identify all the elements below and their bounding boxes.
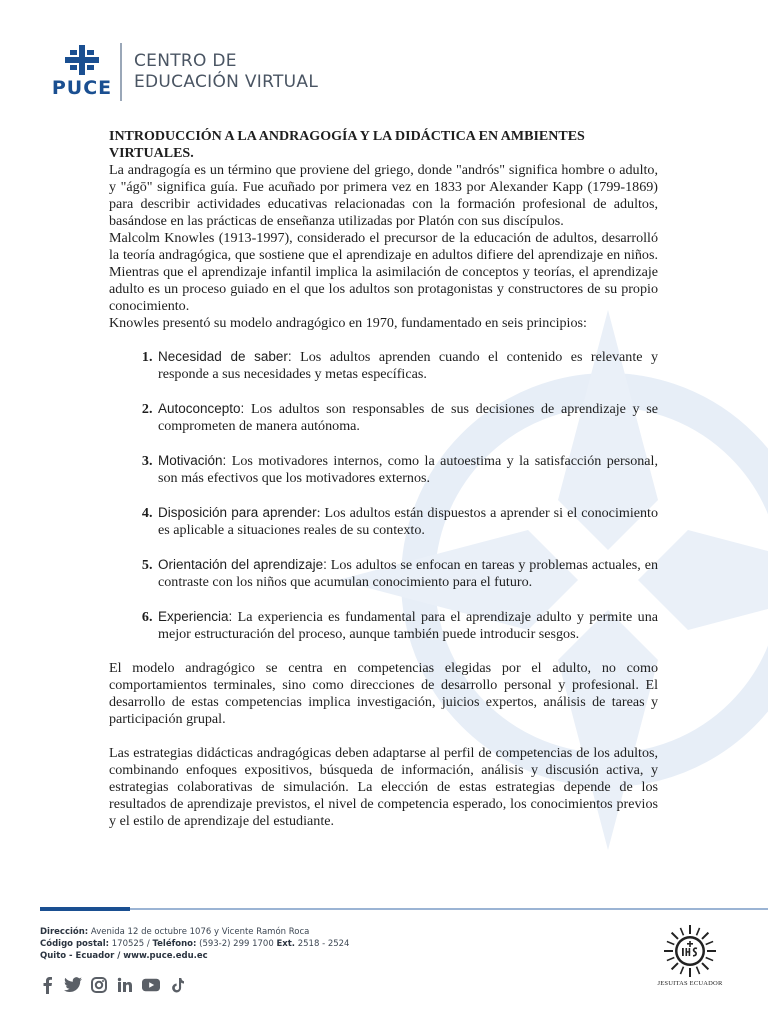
principle-desc: : Los adultos están dispuestos a aprender si el conocimiento es aplicable a situaciones reales de su contexto. (158, 505, 658, 538)
header-divider (120, 43, 122, 101)
principles-list (109, 348, 658, 643)
list-item (156, 348, 658, 383)
list-item (156, 556, 658, 591)
tiktok-icon[interactable] (168, 976, 186, 994)
paragraph-5: Las estrategias didácticas andragógicas deben adaptarse al perfil de competencias de los adultos, combinando enfoques expositivos, búsqueda de información, análisis y discusión activa, y estrategias colaborativas de simulación. La elección de estas estrategias depende de los resultados de aprendizaje previstos, el nivel de competencia esperado, los conocimientos previos y el estilo de aprendizaje del estudiante. (109, 745, 658, 829)
footer-divider-accent (40, 907, 130, 911)
paragraph-1: La andragogía es un término que proviene del griego, donde "andrós" significa hombre o adulto, y "ágō" significa guía. Fue acuñado por primera vez en 1833 por Alexander Kapp (1799-1869) para describir actividades educativas relacionadas con la formación profesional de adultos, basándose en las prácticas de enseñanza utilizadas por Platón con sus discípulos. (109, 162, 658, 229)
twitter-icon[interactable] (64, 976, 82, 994)
principle-desc: Los adultos aprenden cuando el contenido es relevante y responde a sus necesidades y metas específicas. (158, 349, 659, 382)
header-title-line2: EDUCACIÓN VIRTUAL (134, 72, 319, 92)
puce-cross-icon (62, 45, 102, 75)
instagram-icon[interactable] (90, 976, 108, 994)
document-title: INTRODUCCIÓN A LA ANDRAGOGÍA Y LA DIDÁCTICA EN AMBIENTES VIRTUALES. (109, 129, 585, 161)
paragraph-2: Malcolm Knowles (1913-1997), considerado el precursor de la educación de adultos, desarrolló la teoría andragógica, que sostiene que el aprendizaje en adultos difiere del aprendizaje en niños. Mientras que el aprendizaje infantil implica la asimilación de conceptos y teorías, el aprendizaje adulto es un proceso guiado en el que los adultos son protagonistas y constructores de su propio conocimiento. (109, 230, 658, 314)
header-title-line1: CENTRO DE (134, 51, 237, 71)
principle-desc: La experiencia es fundamental para el aprendizaje adulto y permite una mejor estructuración del proceso, aunque también puede introducir sesgos. (158, 609, 658, 642)
list-item (156, 504, 658, 539)
footer-contact (40, 926, 349, 962)
principle-term: Autoconcepto: (158, 401, 245, 416)
page-header (52, 40, 318, 104)
linkedin-icon[interactable] (116, 976, 134, 994)
list-item (156, 608, 658, 643)
jesuit-sun-icon (661, 924, 719, 978)
footer-phone: Código postal: 170525 / Teléfono: (593-2) 299 1700 Ext. 2518 - 2524 (40, 939, 350, 949)
puce-logo (52, 45, 112, 99)
list-item (156, 400, 658, 435)
paragraph-4: El modelo andragógico se centra en competencias elegidas por el adulto, no como comportamientos terminales, sino como direcciones de desarrollo personal y profesional. El desarrollo de estas competencias implica investigación, juicios expertos, análisis de tareas y participación grupal. (109, 660, 658, 727)
document-body (109, 128, 658, 830)
jesuitas-seal (654, 924, 726, 987)
principle-desc: Los adultos son responsables de sus decisiones de aprendizaje y se comprometen de manera autónoma. (158, 401, 658, 434)
facebook-icon[interactable] (38, 976, 56, 994)
footer-address: Dirección: Avenida 12 de octubre 1076 y Vicente Ramón Roca (40, 927, 310, 937)
footer-divider (40, 908, 768, 910)
paragraph-spacer (109, 728, 658, 745)
principle-term: Experiencia: (158, 609, 233, 624)
list-item (156, 452, 658, 487)
seal-caption: JESUITAS ECUADOR (657, 980, 723, 987)
header-title (134, 51, 318, 93)
social-links (38, 976, 186, 994)
youtube-icon[interactable] (142, 976, 160, 994)
principle-term: Disposición para aprender (158, 505, 317, 520)
principle-desc: Los adultos se enfocan en tareas y problemas actuales, en contraste con los niños que acumulan conocimiento para el futuro. (158, 557, 658, 590)
principle-term: Orientación del aprendizaje: (158, 557, 327, 572)
footer-website: Quito - Ecuador / www.puce.edu.ec (40, 951, 208, 961)
principle-desc: Los motivadores internos, como la autoestima y la satisfacción personal, son más efectivos que los motivadores externos. (158, 453, 658, 486)
paragraph-3: Knowles presentó su modelo andragógico en 1970, fundamentado en seis principios: (109, 315, 587, 331)
principle-term: Necesidad de saber: (158, 349, 292, 364)
principle-term: Motivación: (158, 453, 227, 468)
logo-text: PUCE (51, 77, 113, 99)
